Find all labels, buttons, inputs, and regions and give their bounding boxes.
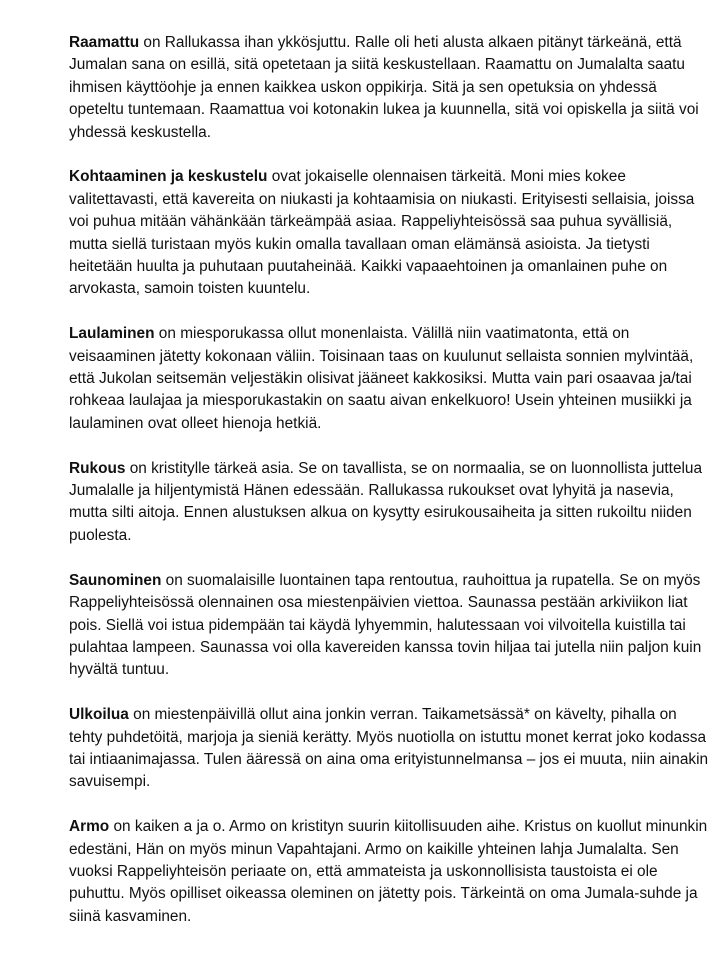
paragraph-armo (69, 816, 709, 928)
paragraph-term: Raamattu (69, 34, 140, 51)
paragraph-text: on miesporukassa ollut monenlaista. Välillä niin vaatimatonta, että on veisaaminen jätetty kokonaan väliin. Toisinaan taas on kuulunut sellaista sonnien mylvintää, että Jukolan seitsemän veljestäkin olisivat jääneet kakkosiksi. Mutta vain pari osaavaa ja/tai rohkeaa laulajaa ja miesporukastakin on saatu aivan enkelkuoro! Usein yhteinen musiikki ja laulaminen ovat olleet hienoja hetkiä. (69, 325, 694, 432)
paragraph-saunominen (69, 570, 709, 682)
paragraph-ulkoilua (69, 704, 709, 794)
paragraph-term: Laulaminen (69, 325, 155, 343)
document-page (69, 32, 709, 951)
paragraph-text: on Rallukassa ihan ykkösjuttu. Ralle oli heti alusta alkaen pitänyt tärkeänä, että Jumalan sana on esillä, sitä opetetaan ja siitä keskustellaan. Raamattu on Jumalalta saatu ihmisen käyttöohje ja ennen kaikkea uskon oppikirja. Sitä ja sen opetuksia on yhdessä opeteltu tuntemaan. Raamattua voi kotonakin lukea ja kuunnella, sitä voi opiskella ja siitä voi yhdessä keskustella. (69, 34, 699, 141)
paragraph-laulaminen (69, 323, 709, 435)
paragraph-raamattu (69, 32, 709, 144)
paragraph-term: Armo (69, 818, 110, 836)
paragraph-term: Saunominen (69, 571, 162, 589)
paragraph-term: Ulkoilua (69, 706, 129, 724)
paragraph-text: on miestenpäivillä ollut aina jonkin verran. Taikametsässä* on kävelty, pihalla on tehty puhdetöitä, marjoja ja sieniä kerätty. Myös nuotiolla on istuttu monet kerrat joko kodassa tai intiaanimajassa. Tulen ääressä on aina oma erityistunnelmansa – jos ei muuta, niin ainakin savuisempi. (69, 706, 709, 791)
paragraph-text: ovat jokaiselle olennaisen tärkeitä. Moni mies kokee valitettavasti, että kavereita on niukasti ja kohtaamisia on niukasti. Erityisesti sellaisia, joissa voi puhua mitään vähänkään tärkeämpää asiaa. Rappeliyhteisössä saa puhua syvällisiä, mutta siellä turistaan myös kukin omalla tavallaan oman elämänsä asioista. Ja tietysti heitetään huulta ja puhutaan puutaheinää. Kaikki vapaaehtoinen ja omanlainen puhe on arvokasta, samoin toisten kuuntelu. (69, 168, 695, 298)
paragraph-kohtaaminen (69, 166, 709, 300)
paragraph-text: on suomalaisille luontainen tapa rentoutua, rauhoittua ja rupatella. Se on myös Rappeliyhteisössä olennainen osa miestenpäivien viettoa. Saunassa pestään arkiviikon liat pois. Siellä voi istua pidempään tai käydä lyhyemmin, halutessaan voi vilvoitella kuistilla tai pulahtaa lampeen. Saunassa voi olla kavereiden kanssa tovin hiljaa tai jutella niin paljon kuin hyvältä tuntuu. (69, 571, 702, 679)
paragraph-rukous (69, 458, 709, 548)
paragraph-term: Rukous (69, 459, 126, 477)
paragraph-text: on kaiken a ja o. Armo on kristityn suurin kiitollisuuden aihe. Kristus on kuollut minunkin edestäni, Hän on myös minun Vapahtajani. Armo on kaikille yhteinen lahja Jumalalta. Sen vuoksi Rappeliyhteisön periaate on, että ammateista ja uskonnollisista taustoista ei ole puhuttu. Myös opilliset oikeassa oleminen on jätetty pois. Tärkeintä on oma Jumala-suhde ja siinä kasvaminen. (69, 818, 708, 925)
paragraph-term: Kohtaaminen ja keskustelu (69, 168, 268, 186)
paragraph-text: on kristitylle tärkeä asia. Se on tavallista, se on normaalia, se on luonnollista juttelua Jumalalle ja hiljentymistä Hänen edessään. Rallukassa rukoukset ovat lyhyitä ja nasevia, mutta silti aitoja. Ennen alustuksen alkua on kysytty esirukousaiheita ja sitten rukoiltu niiden puolesta. (69, 459, 703, 544)
